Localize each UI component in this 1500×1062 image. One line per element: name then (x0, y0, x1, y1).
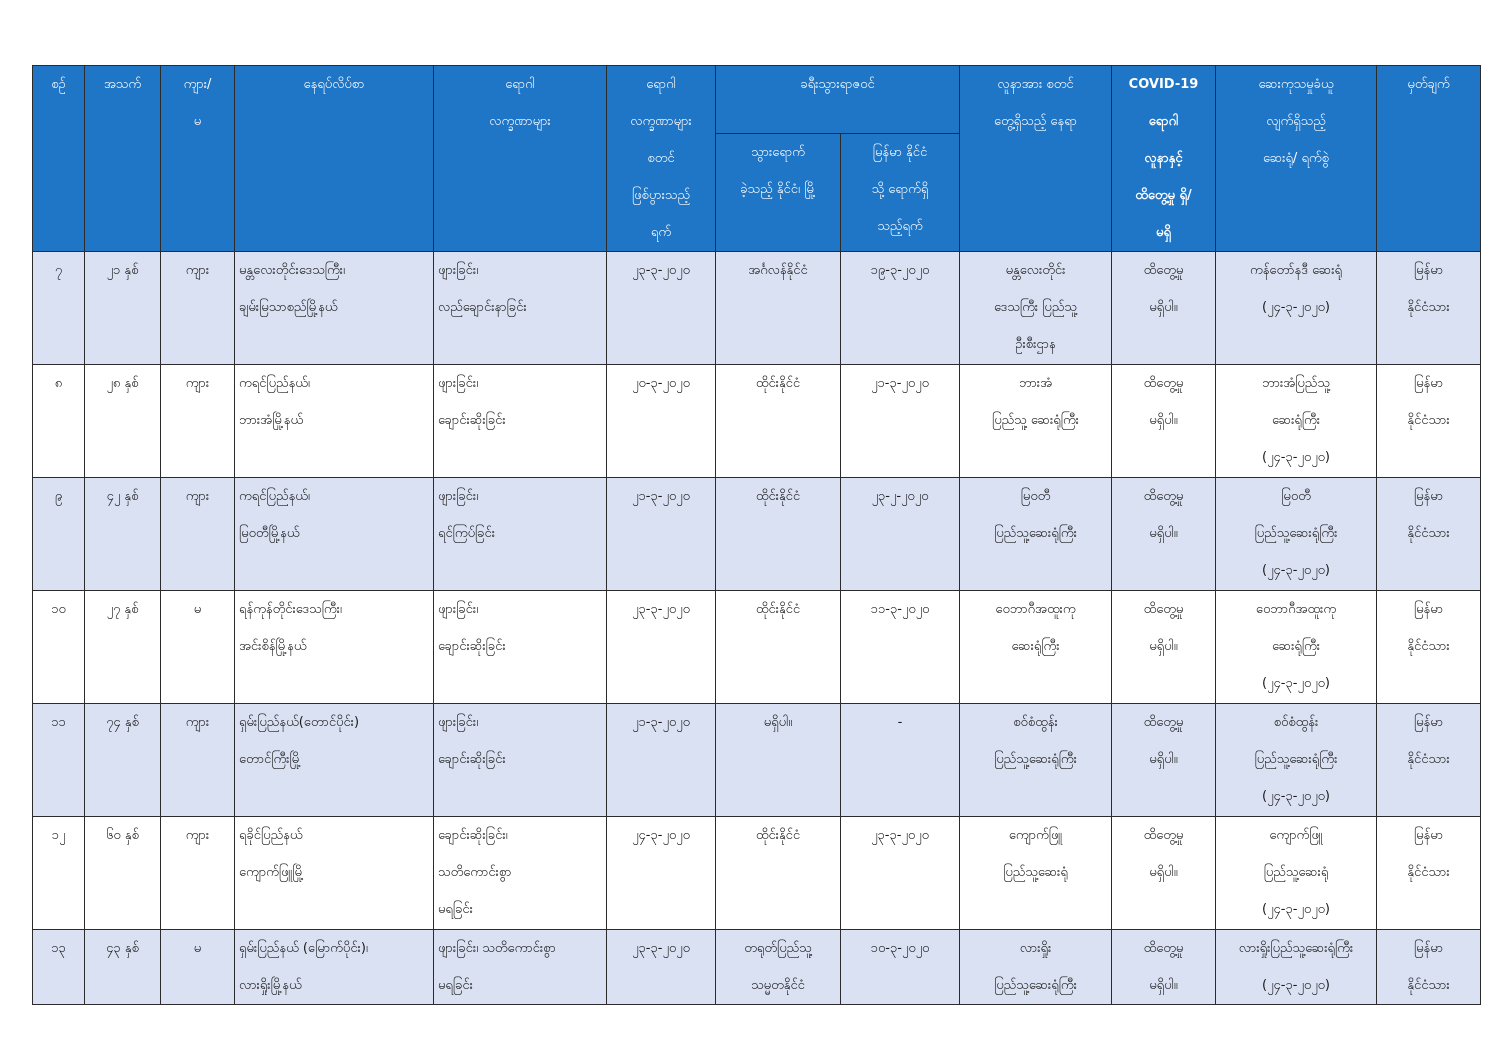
cell-hospital: မြဝတီ ပြည်သူ့ဆေးရုံကြီး (၂၄-၃-၂၀၂၀) (1216, 478, 1377, 591)
header-onset-date: ရောဂါ လက္ခဏာများ စတင် ဖြစ်ပွားသည့် ရက် (607, 66, 716, 252)
cell-contact: ထိတွေ့မှု မရှိပါ။ (1112, 930, 1216, 1005)
header-no: စဉ် (33, 66, 85, 252)
cell-remark: မြန်မာ နိုင်ငံသား (1377, 252, 1481, 365)
cell-age: ၄၂ နှစ် (85, 478, 161, 591)
cell-symptoms: ဖျားခြင်း၊ သတိကောင်းစွာ မရခြင်း (434, 930, 607, 1005)
table-row (33, 817, 1481, 930)
cell-travel-return: ၂၁-၃-၂၀၂၀ (841, 365, 960, 478)
cell-no: ၁၁ (33, 704, 85, 817)
header-hospital: ဆေးကုသမှုခံယူ လျက်ရှိသည့် ဆေးရုံ/ ရက်စွဲ (1216, 66, 1377, 252)
cell-contact: ထိတွေ့မှု မရှိပါ။ (1112, 591, 1216, 704)
cell-symptoms: ချောင်းဆိုးခြင်း၊ သတိကောင်းစွာ မရခြင်း (434, 817, 607, 930)
cell-remark: မြန်မာ နိုင်ငံသား (1377, 930, 1481, 1005)
cell-travel-return: - (841, 704, 960, 817)
cell-address: ရှမ်းပြည်နယ် (မြောက်ပိုင်း)၊ လားရှိုးမြို့နယ် (235, 930, 434, 1005)
cell-first-found: မြဝတီ ပြည်သူ့ဆေးရုံကြီး (960, 478, 1112, 591)
cell-travel-return: ၁၀-၃-၂၀၂၀ (841, 930, 960, 1005)
table-row (33, 365, 1481, 478)
cell-age: ၇၄ နှစ် (85, 704, 161, 817)
cell-contact: ထိတွေ့မှု မရှိပါ။ (1112, 252, 1216, 365)
table-row (33, 930, 1481, 1005)
table-body (33, 252, 1481, 1005)
cell-address: မန္တလေးတိုင်းဒေသကြီး၊ ချမ်းမြသာစည်မြို့နယ် (235, 252, 434, 365)
cell-no: ၇ (33, 252, 85, 365)
cell-address: ရှမ်းပြည်နယ်(တောင်ပိုင်း) တောင်ကြီးမြို့ (235, 704, 434, 817)
cell-onset: ၂၄-၃-၂၀၂၀ (607, 817, 716, 930)
cell-first-found: စဝ်စံထွန်း ပြည်သူ့ဆေးရုံကြီး (960, 704, 1112, 817)
cell-onset: ၂၃-၃-၂၀၂၀ (607, 930, 716, 1005)
cell-address: ကရင်ပြည်နယ်၊ မြဝတီမြို့နယ် (235, 478, 434, 591)
header-first-found: လူနာအား စတင် တွေ့ရှိသည့် နေရာ (960, 66, 1112, 252)
table-row (33, 252, 1481, 365)
cell-travel-country: ထိုင်းနိုင်ငံ (716, 478, 841, 591)
cell-remark: မြန်မာ နိုင်ငံသား (1377, 817, 1481, 930)
cell-remark: မြန်မာ နိုင်ငံသား (1377, 365, 1481, 478)
header-travel-country: သွားရောက် ခဲ့သည့် နိုင်ငံ၊ မြို့ (716, 133, 841, 251)
cell-sex: မ (161, 591, 235, 704)
header-travel-return: မြန်မာ နိုင်ငံ သို့ ရောက်ရှိ သည့်ရက် (841, 133, 960, 251)
cell-symptoms: ဖျားခြင်း၊ ရင်ကြပ်ခြင်း (434, 478, 607, 591)
cell-address: ကရင်ပြည်နယ်၊ ဘားအံမြို့နယ် (235, 365, 434, 478)
cell-onset: ၂၃-၃-၂၀၂၀ (607, 252, 716, 365)
cell-onset: ၂၃-၃-၂၀၂၀ (607, 591, 716, 704)
cell-first-found: လားရှိုး ပြည်သူ့ဆေးရုံကြီး (960, 930, 1112, 1005)
table-row (33, 704, 1481, 817)
cell-no: ၁၀ (33, 591, 85, 704)
cell-travel-country: တရုတ်ပြည်သူ့ သမ္မတနိုင်ငံ (716, 930, 841, 1005)
cell-onset: ၂၁-၃-၂၀၂၀ (607, 704, 716, 817)
cell-no: ၈ (33, 365, 85, 478)
cell-no: ၉ (33, 478, 85, 591)
cell-no: ၁၃ (33, 930, 85, 1005)
cell-first-found: ဝေဘာဂီအထူးကု ဆေးရုံကြီး (960, 591, 1112, 704)
cell-sex: ကျား (161, 704, 235, 817)
cell-first-found: မန္တလေးတိုင်း ဒေသကြီး ပြည်သူ့ ဦးစီးဌာန (960, 252, 1112, 365)
cell-hospital: ကျောက်ဖြူ ပြည်သူ့ဆေးရုံ (၂၄-၃-၂၀၂၀) (1216, 817, 1377, 930)
header-remark: မှတ်ချက် (1377, 66, 1481, 252)
cell-travel-country: အင်္ဂလန်နိုင်ငံ (716, 252, 841, 365)
covid-case-table (32, 65, 1481, 1005)
cell-travel-country: ထိုင်းနိုင်ငံ (716, 591, 841, 704)
cell-sex: ကျား (161, 252, 235, 365)
cell-symptoms: ဖျားခြင်း၊ ချောင်းဆိုးခြင်း (434, 704, 607, 817)
cell-hospital: စဝ်စံထွန်း ပြည်သူ့ဆေးရုံကြီး (၂၄-၃-၂၀၂၀) (1216, 704, 1377, 817)
cell-travel-return: ၁၁-၃-၂၀၂၀ (841, 591, 960, 704)
cell-age: ၂၇ နှစ် (85, 591, 161, 704)
cell-address: ရခိုင်ပြည်နယ် ကျောက်ဖြူမြို့ (235, 817, 434, 930)
cell-contact: ထိတွေ့မှု မရှိပါ။ (1112, 365, 1216, 478)
cell-remark: မြန်မာ နိုင်ငံသား (1377, 591, 1481, 704)
table-header (33, 66, 1481, 252)
cell-contact: ထိတွေ့မှု မရှိပါ။ (1112, 817, 1216, 930)
cell-symptoms: ဖျားခြင်း၊ ချောင်းဆိုးခြင်း (434, 591, 607, 704)
cell-hospital: လားရှိုးပြည်သူ့ဆေးရုံကြီး (၂၄-၃-၂၀၂၀) (1216, 930, 1377, 1005)
cell-first-found: ကျောက်ဖြူ ပြည်သူ့ဆေးရုံ (960, 817, 1112, 930)
table-row (33, 478, 1481, 591)
header-contact: COVID-19 ရောဂါ လူနာနှင့် ထိတွေ့မှု ရှိ/ မရှိ (1112, 66, 1216, 252)
cell-travel-country: မရှိပါ။ (716, 704, 841, 817)
header-symptoms: ရောဂါ လက္ခဏာများ (434, 66, 607, 252)
cell-first-found: ဘားအံ ပြည်သူ့ ဆေးရုံကြီး (960, 365, 1112, 478)
table-row (33, 591, 1481, 704)
header-address: နေရပ်လိပ်စာ (235, 66, 434, 252)
cell-remark: မြန်မာ နိုင်ငံသား (1377, 478, 1481, 591)
cell-sex: ကျား (161, 478, 235, 591)
cell-onset: ၂၀-၃-၂၀၂၀ (607, 365, 716, 478)
cell-symptoms: ဖျားခြင်း၊ လည်ချောင်းနာခြင်း (434, 252, 607, 365)
header-sex: ကျား/ မ (161, 66, 235, 252)
cell-travel-return: ၂၃-၃-၂၀၂၀ (841, 817, 960, 930)
cell-sex: ကျား (161, 365, 235, 478)
header-travel-history: ခရီးသွားရာဇဝင် (716, 66, 960, 134)
cell-sex: ကျား (161, 817, 235, 930)
cell-travel-country: ထိုင်းနိုင်ငံ (716, 817, 841, 930)
cell-remark: မြန်မာ နိုင်ငံသား (1377, 704, 1481, 817)
cell-age: ၂၈ နှစ် (85, 365, 161, 478)
cell-address: ရန်ကုန်တိုင်းဒေသကြီး၊ အင်းစိန်မြို့နယ် (235, 591, 434, 704)
cell-hospital: ဝေဘာဂီအထူးကု ဆေးရုံကြီး (၂၄-၃-၂၀၂၀) (1216, 591, 1377, 704)
cell-contact: ထိတွေ့မှု မရှိပါ။ (1112, 478, 1216, 591)
cell-travel-country: ထိုင်းနိုင်ငံ (716, 365, 841, 478)
cell-age: ၆၀ နှစ် (85, 817, 161, 930)
cell-onset: ၂၁-၃-၂၀၂၀ (607, 478, 716, 591)
cell-hospital: ကန်တော်နဒီ ဆေးရုံ (၂၄-၃-၂၀၂၀) (1216, 252, 1377, 365)
cell-travel-return: ၂၃-၂-၂၀၂၀ (841, 478, 960, 591)
cell-sex: မ (161, 930, 235, 1005)
cell-age: ၄၃ နှစ် (85, 930, 161, 1005)
cell-hospital: ဘားအံပြည်သူ့ ဆေးရုံကြီး (၂၄-၃-၂၀၂၀) (1216, 365, 1377, 478)
cell-contact: ထိတွေ့မှု မရှိပါ။ (1112, 704, 1216, 817)
cell-symptoms: ဖျားခြင်း၊ ချောင်းဆိုးခြင်း (434, 365, 607, 478)
header-age: အသက် (85, 66, 161, 252)
cell-age: ၂၁ နှစ် (85, 252, 161, 365)
cell-no: ၁၂ (33, 817, 85, 930)
cell-travel-return: ၁၉-၃-၂၀၂၀ (841, 252, 960, 365)
